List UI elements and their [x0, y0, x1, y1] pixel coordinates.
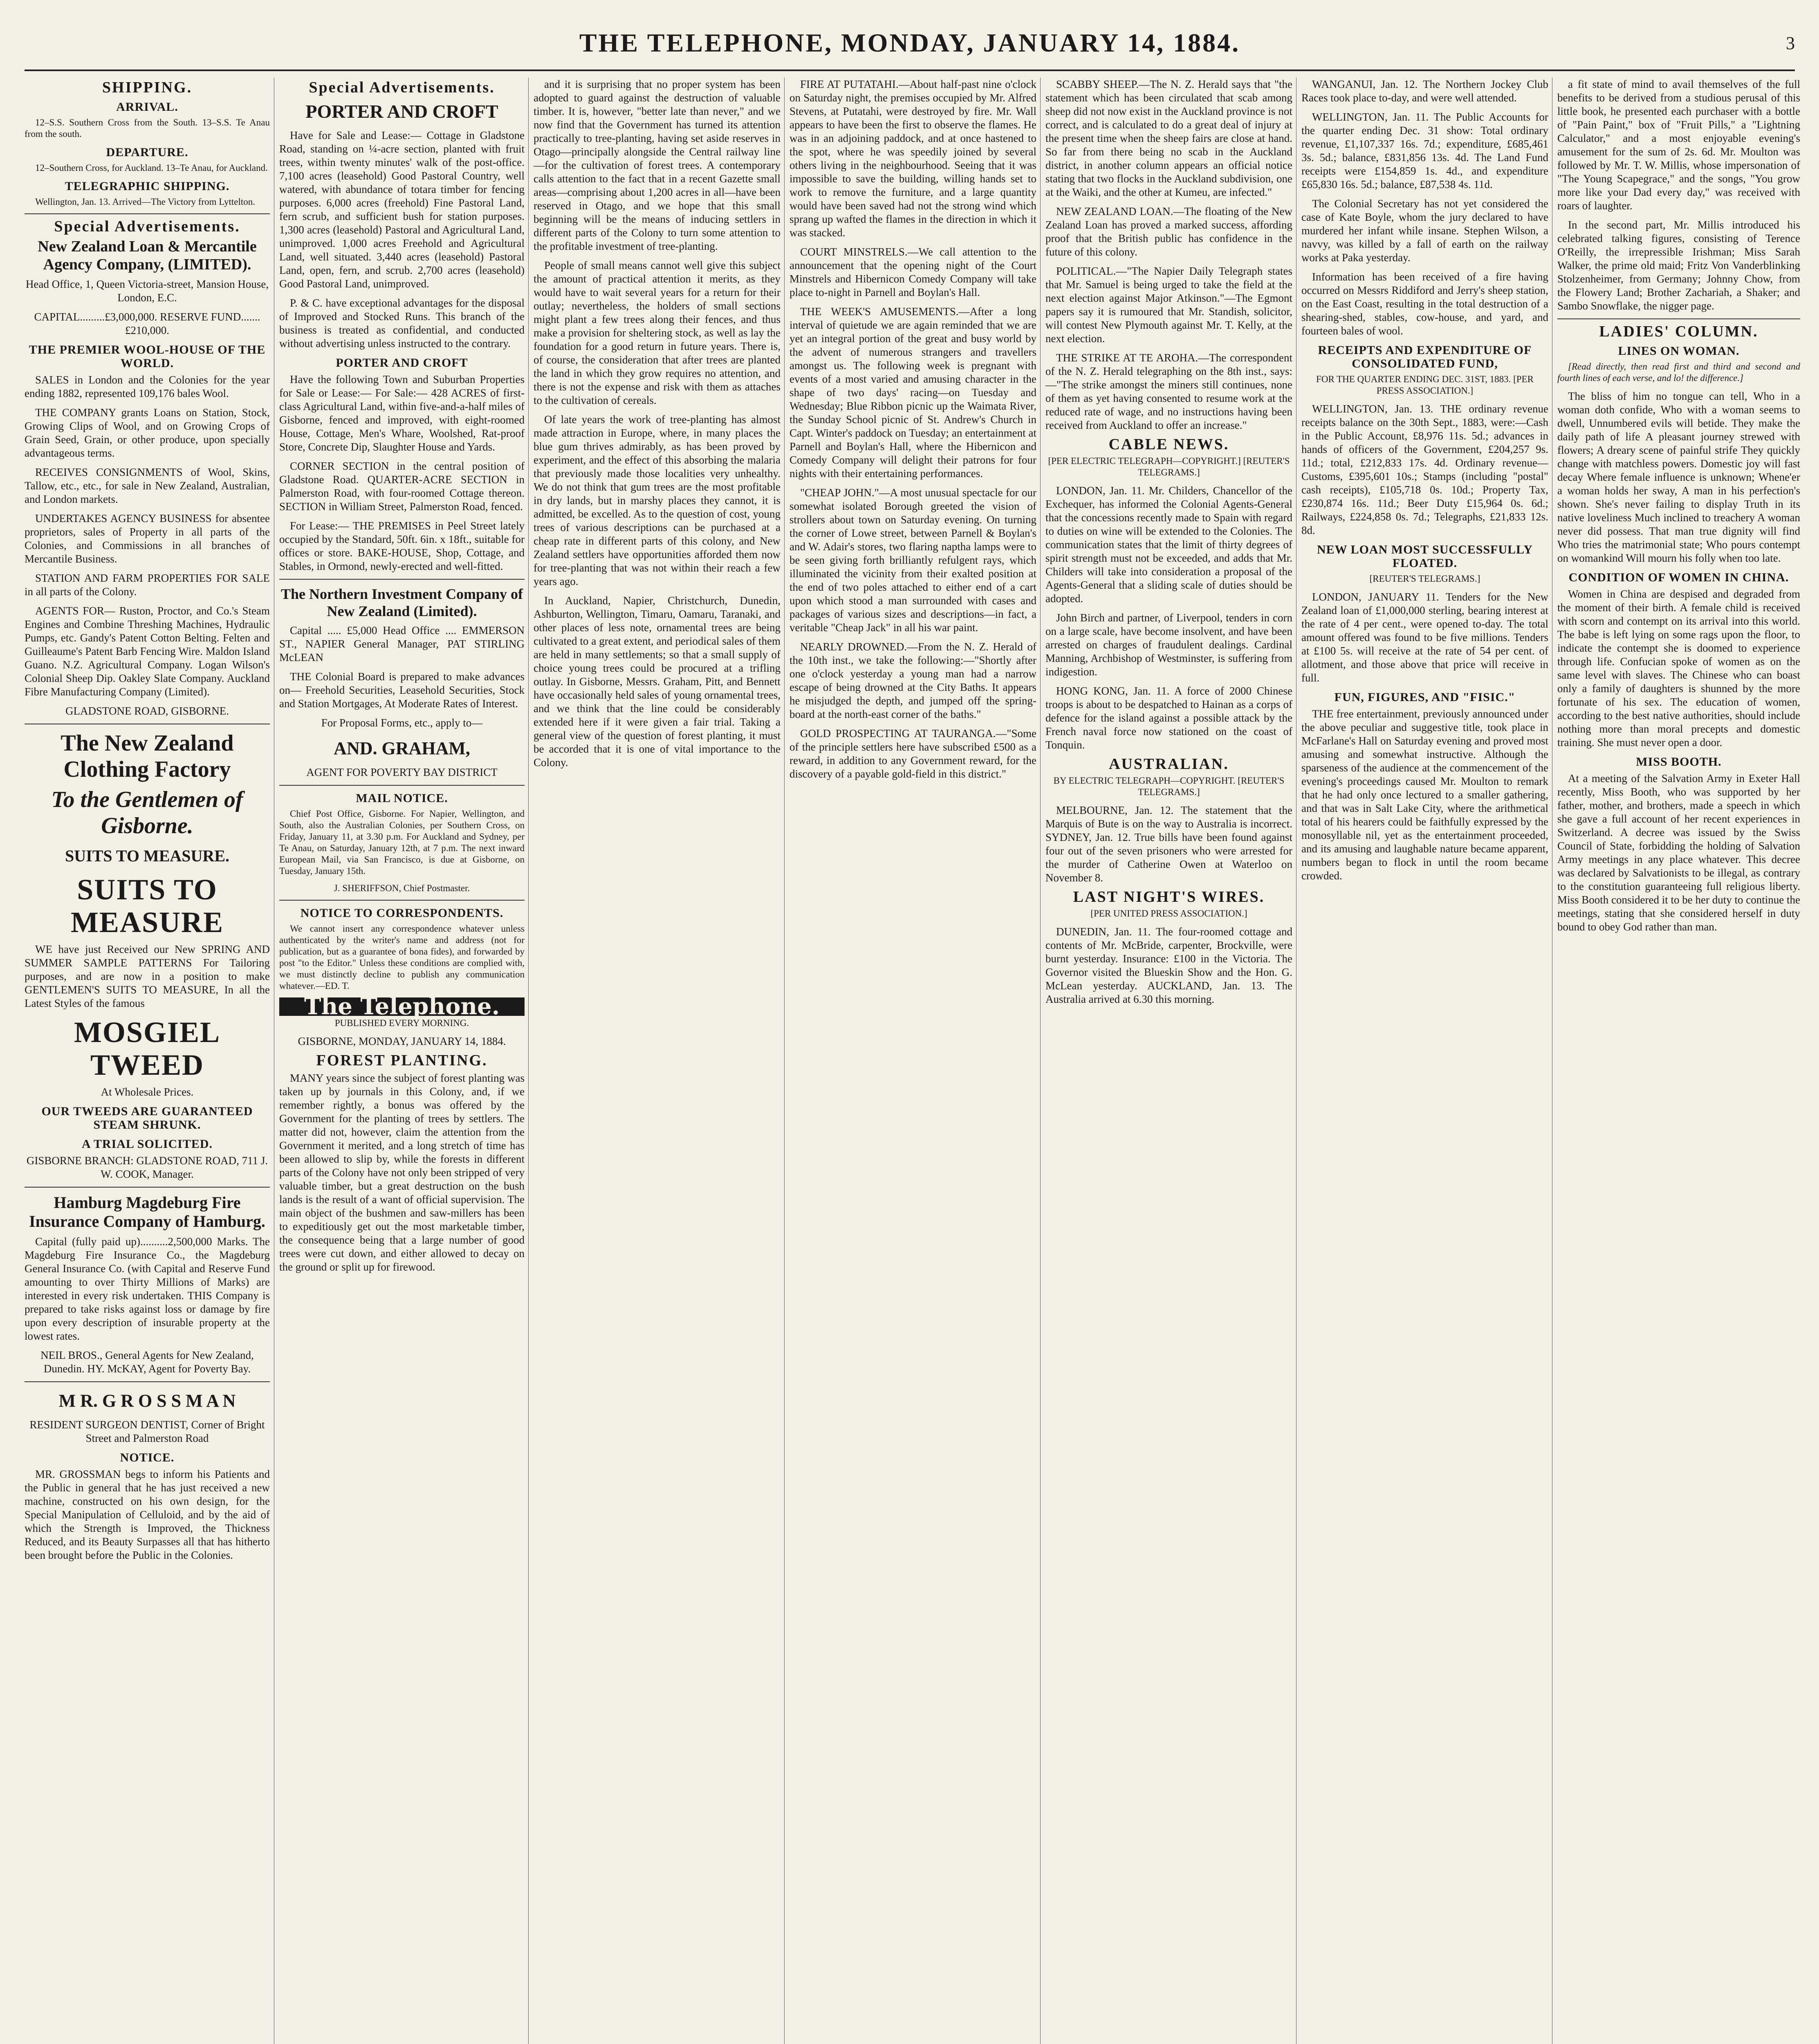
trial-text: A TRIAL SOLICITED.	[81, 1137, 213, 1151]
fruit-text: a fit state of mind to avail themselves of the full benefits to be derived from a studious perusal of this little book, he presented each purchaser with a bottle of "Pain Paint," box of "Fruit Pills," a "Lightning Calculator," and a most enjoyable evening's amusement for the sum of 2s. 6d. Mr. Moulton was followed by Mr. T. W. Millis, whose impersonation of "The Young Scapegrace," and the songs, "You grow more like your Dad every day," was received with roars of laughter.	[1557, 78, 1800, 212]
divider	[25, 1187, 270, 1188]
branch-text: GISBORNE BRANCH: GLADSTONE ROAD, 711 J. W. COOK, Manager.	[26, 1154, 268, 1180]
suits-heading-2: SUITS TO MEASURE	[70, 873, 224, 939]
porter-title: PORTER AND CROFT	[305, 101, 498, 122]
fun-heading: FUN, FIGURES, AND "FISIC."	[1334, 690, 1516, 704]
nz-loan: NEW ZEALAND LOAN.—The floating of the New Zealand Loan has proved a marked success, affording proof that the British public has confidence in the future of this colony.	[1045, 205, 1292, 258]
wellington-accounts: WELLINGTON, Jan. 11. The Public Accounts for the quarter ending Dec. 31 show: Total ordinary revenue, £1,107,337 16s. 7d.; expenditure, £685,461 3s. 5d.; balance, £831,856 13s. 4d. The Land Fund receipts were £154,859 1s. 4d., and expenditure £65,830 16s. 5d.; balance, £87,538 4s. 11d.	[1301, 111, 1548, 191]
australian-sub: BY ELECTRIC TELEGRAPH—COPYRIGHT. [REUTER'S TELEGRAMS.]	[1053, 775, 1285, 797]
arrival-heading: ARRIVAL.	[116, 100, 178, 114]
cable-heading: CABLE NEWS.	[1108, 436, 1229, 453]
column-5	[1040, 78, 1292, 2044]
wires-heading: LAST NIGHT'S WIRES.	[1073, 888, 1265, 905]
wellington-secretary: The Colonial Secretary has not yet considered the case of Kate Boyle, whom the jury declared to have murdered her infant while insane. Stephen Wilson, a navvy, was killed by a fall of earth on the railway works at Paka yesterday.	[1301, 197, 1548, 264]
loan-company-title: New Zealand Loan & Mercantile Agency Company, (LIMITED).	[38, 238, 257, 273]
lease-text: For Lease:— THE PREMISES in Peel Street lately occupied by the Standard, 50ft. 6in. x 18ft., suitable for offices or store. BAKE-HOUSE, Shop, Cottage, and Stables, in Ormond, newly-erected and well-fitted.	[279, 520, 525, 572]
paper-title: The Telephone.	[279, 997, 525, 1016]
fire-agents: NEIL BROS., General Agents for New Zealand, Dunedin. HY. McKAY, Agent for Poverty Bay.	[40, 1349, 254, 1375]
receipts-text: WELLINGTON, Jan. 13. THE ordinary revenue receipts balance on the 30th Sept., 1883, were:—Cash in the Public Account, £8,976 11s. 5d.; advances in hands of officers of the Government, £204,257 9s. 11d.; total, £212,833 17s. 4d. Ordinary revenue—Customs, £395,601 10s.; Stamps (including "postal" cash receipts), £105,718 0s. 10d.; Property Tax, £230,874 16s. 11d.; Beer Duty £15,964 0s. 6d.; Railways, £224,858 0s. 7d.; Telegraphs, £21,833 12s. 8d.	[1301, 403, 1548, 536]
new-loan-text: LONDON, JANUARY 11. Tenders for the New Zealand loan of £1,000,000 sterling, bearing interest at the rate of 4 per cent., were opened to-day. The total amount offered was found to be five millions. Tenders at £100 5s. will receive at the rate of 54 per cent. of allotment, and those above that price will receive in full.	[1301, 591, 1548, 684]
strike: THE STRIKE AT TE AROHA.—The correspondent of the N. Z. Herald telegraphing on the 8th inst., says:—"The strike amongst the miners still continues, none of them as yet having consented to resume work at the reduced rate of wage, and no instructions having been received from Auckland to offer an increase."	[1045, 352, 1292, 431]
grossman-text: MR. GROSSMAN begs to inform his Patients and the Public in general that he has just received a new machine, constructed on his own design, for the Special Manipulation of Celluloid, and by the aid of which the Strength is Improved, the Thickness Reduced, and its Beauty Surpasses all that has hitherto been brought before the Public in the Colonies.	[25, 1468, 270, 1561]
correspondents-heading: NOTICE TO CORRESPONDENTS.	[300, 906, 504, 920]
masthead-rule	[25, 69, 1795, 71]
forest-paragraph-3: People of small means cannot well give this subject the amount of practical attention it merits, as they would have to wait several years for a return for their outlay; nevertheless, the holders of small sections might plant a few trees along their fences, and thus make a provision for sheltering stock, as well as lay the foundation for a good return in future years. There is, of course, the consideration that after trees are planted the land in which they grow requires no attention, and there is not the expense and risk with them as attaches to the cultivation of cereals.	[534, 259, 781, 406]
newspaper-page	[25, 20, 1800, 2044]
fire-insurance-title: Hamburg Magdeburg Fire Insurance Company of Hamburg.	[29, 1193, 265, 1230]
cable-paragraph-1: LONDON, Jan. 11. Mr. Childers, Chancellor of the Exchequer, has informed the Colonial Agents-General that the concessions recently made to Spain with regard to duties on wine will be extended to the Colonies. The communication states that the limit of thirty degrees of spirit strength must not be exceeded, and adds that Mr. Childers will take into consideration a proposal of the Agents-General that a sliding scale of duties should be adopted.	[1045, 484, 1292, 605]
loan-office: Head Office, 1, Queen Victoria-street, Mansion House, London, E.C.	[25, 278, 269, 304]
special-ads-heading-2: Special Advertisements.	[309, 79, 495, 96]
mail-heading: MAIL NOTICE.	[356, 791, 448, 805]
local-cheap-john: "CHEAP JOHN."—A most unusual spectacle for our somewhat isolated Borough greeted the vision of strollers about town on Saturday evening. On turning the corner of Lowe street, between Parnell & Boylan's and W. Adair's stores, two flaring naptha lamps were to be seen giving forth brilliantly refulgent rays, which illuminated the vicinity from their exalted position at the end of two poles attached to either end of a cart upon which stood a man surrounded with cases and packages of various sizes and descriptions—in fact, a veritable "Cheap Jack" in all his war paint.	[790, 486, 1036, 634]
arrival-text: 12–S.S. Southern Cross from the South. 13–S.S. Te Anau from the south.	[25, 117, 270, 139]
wellington-fire: Information has been received of a fire having occurred on Messrs Riddiford and Jerry's sheep station, on the East Coast, resulting in the total destruction of a shearing-shed, stables, cow-house, and yard, and fourteen bales of wool.	[1301, 271, 1548, 337]
consign-text: RECEIVES CONSIGNMENTS of Wool, Skins, Tallow, etc., etc., for sale in New Zealand, Australian, and London markets.	[25, 466, 270, 505]
fun-text: THE free entertainment, previously announced under the above peculiar and suggestive title, took place in McFarlane's Hall on Saturday evening and proved most amusing and somewhat instructive. Although the sparseness of the audience at the commencement of the evening's proceedings caused Mr. Moulton to remark that he had only once lectured to a smaller gathering, and that was in Salt Lake City, where the arithmetical total of his hearers could be faithfully expressed by the monosyllable nil, yet as the entertainment proceeded, and its amusing and laughable nature became apparent, numbers began to flock in until the room became crowded.	[1301, 708, 1548, 882]
australian-heading: AUSTRALIAN.	[1109, 755, 1229, 773]
local-fire: FIRE AT PUTATAHI.—About half-past nine o'clock on Saturday night, the premises occupied by Mr. Alfred Stevens, at Putatahi, were destroyed by fire. Mr. Wall appears to have been the first to observe the flames. He was in an adjoining paddock, and at once hastened to the spot, where he was speedily joined by several others living in the neighbourhood. Seeing that it was impossible to save the building, willing hands set to work to remove the furniture, and a large quantity would have been saved had not the strong wind which sprang up wafted the flames in the direction in which it was stacked.	[790, 78, 1036, 239]
divider	[279, 579, 525, 580]
columns	[25, 78, 1800, 2044]
wires-paragraph: DUNEDIN, Jan. 11. The four-roomed cottage and contents of Mr. McBride, carpenter, Brockville, were burnt yesterday. Insurance: £100 in the Victoria. The Governor visited the Blueskin Show and the Hon. G. McLean yesterday. AUCKLAND, Jan. 13. The Australia arrived at 6.30 this morning.	[1045, 926, 1292, 1005]
northern-title: The Northern Investment Company of New Zealand (Limited).	[281, 586, 523, 619]
grossman-notice: NOTICE.	[120, 1451, 175, 1464]
column-6	[1296, 78, 1548, 2044]
cable-sub: [PER ELECTRIC TELEGRAPH—COPYRIGHT.] [REUTER'S TELEGRAMS.]	[1048, 456, 1290, 477]
clothing-title: The New Zealand Clothing Factory	[61, 731, 234, 782]
wires-sub: [PER UNITED PRESS ASSOCIATION.]	[1090, 908, 1247, 919]
fire-text: Capital (fully paid up)..........2,500,000 Marks. The Magdeburg Fire Insurance Co., the Magdeburg General Insurance Co. (with Capital and Reserve Fund amounting to over Thirty Millions of Marks) are interested in every risk undertaken. THIS Company is prepared to take risks against loss or damage by fire upon every description of insurable property at the lowest rates.	[25, 1235, 270, 1342]
agents-text: THE COMPANY grants Loans on Station, Stock, Growing Clips of Wool, and on Growing Crops of Grain Seed, Grain, or other produce, upon specially advantageous terms.	[25, 406, 270, 459]
forest-paragraph-4: Of late years the work of tree-planting has almost made attraction in Europe, where, in many places the blue gum thrives admirably, as has been proved by experiment, and the effect of this absorbing the malaria that previously made those localities very unhealthy. We do not think that gum trees are the most profitable in dry lands, but in marshy places they cannot, it is admitted, be excelled. As to the question of cost, young trees of various descriptions can be purchased at a cheap rate in different parts of this colony, and New Zealand settlers have opportunities afforded them now for tree-planting that was not within their reach a few years ago.	[534, 413, 781, 587]
shipping-heading: SHIPPING.	[102, 79, 193, 96]
column-2	[274, 78, 525, 2044]
correspondents-text: We cannot insert any correspondence whatever unless authenticated by the writer's name and address (not for publication, but as a guarantee of bona fides), and forwarded by post "to the Editor." Unless these conditions are complied with, we must distinctly decline to publish any communication whatever.—ED. T.	[279, 923, 525, 991]
fruit-text-2: In the second part, Mr. Millis introduced his celebrated talking figures, consisting of Terence O'Reilly, the irrepressible Irishman; Miss Sarah Walker, the prime old maid; Fritz Von Vanderblinking Stolzenheimer, from Germany; Johnny Chow, from the Flowery Land; Brother Zachariah, a Shaker; and Sambo Snowflake, the nigger page.	[1557, 219, 1800, 312]
forest-paragraph-1: MANY years since the subject of forest planting was taken up by journals in this Colony, and, if we remember rightly, a bonus was offered by the Government for the planting of trees by settlers. The matter did not, however, claim the attention from the Government it merited, and a long stretch of time has been allowed to slip by, while the forests in different parts of the Colony have not only been stripped of very valuable timber, but a great destruction on the bush lands is the result of a want of official supervision. The main object of the bushmen and saw-millers has been to expeditiously get out the most marketable timber, the consequence being that a large number of good trees were cut down, and either allowed to decay on the ground or split up for firewood.	[279, 1072, 525, 1273]
scabby-sheep: SCABBY SHEEP.—The N. Z. Herald says that "the statement which has been circulated that scab among sheep did not now exist in the Auckland province is not correct, and is calculated to do a great deal of injury at the present time when the sheep fairs are close at hand. So far from there being no scab in the Auckland district, in another column appears an official notice stating that two flocks in the Auckland subdivision, one at the Waiki, and the other at Kumeu, are infected."	[1045, 78, 1292, 198]
graham-name: AND. GRAHAM,	[334, 738, 470, 758]
china-text: Women in China are despised and degraded from the moment of their birth. A female child is received with scorn and contempt on its arrival into this world. The babe is left lying on some rags upon the floor, to indicate the contempt she is doomed to experience through life. Confucian spoke of women as on the same level with slaves. The Chinese who can boast only a family of daughters is shunned by the more fortunate of his sex. The education of women, according to the best native authorities, should include nothing more than moral precepts and domestic training. She must never open a door.	[1557, 588, 1800, 749]
forest-heading: FOREST PLANTING.	[316, 1052, 488, 1069]
local-gold: GOLD PROSPECTING AT TAURANGA.—"Some of the principle settlers here have subscribed £500 as a reward, in addition to any Government reward, for the discovery of a payable gold-field in this district."	[790, 727, 1036, 780]
telegraphic-heading: TELEGRAPHIC SHIPPING.	[65, 179, 230, 193]
column-7	[1552, 78, 1800, 2044]
column-3	[528, 78, 781, 2044]
local-amusements: THE WEEK'S AMUSEMENTS.—After a long interval of quietude we are again reminded that we are yet an integral portion of the great and busy world by the advent of numerous strangers and travellers amongst us. The following week is pregnant with events of a most varied and amusing character in the shape of two days' racing—on Tuesday and Wednesday; Blue Ribbon picnic up the Waimata River, the Sunday School picnic of St. Andrew's Church in Capt. Winter's paddock on Tuesday; an entertainment at Parnell and Boylan's Hall, where the Hibernicon and Comedy Company will delight their patrons for four nights with their entertaining performances.	[790, 305, 1036, 480]
newspaper-title: THE TELEPHONE, MONDAY, JANUARY 14, 1884.	[579, 28, 1240, 57]
divider	[279, 785, 525, 786]
town-text: Have the following Town and Suburban Properties for Sale or Lease:— For Sale:— 428 ACRES of first-class Agricultural Land, within five-and-a-half miles of Gisborne, fenced and improved, with eight-roomed House, Cottage, Men's Whare, Woolshed, Rat-proof Store, Concrete Dip, Slaughter House and Yards.	[279, 373, 525, 453]
new-loan-sub: [REUTER'S TELEGRAMS.]	[1369, 574, 1480, 584]
corner-text: CORNER SECTION in the central position of Gladstone Road. QUARTER-ACRE SECTION in Palmerston Road, with four-roomed Cottage thereon. SECTION in William Street, Palmerston Road, fenced.	[279, 460, 525, 513]
lines-intro: [Read directly, then read first and third and second and fourth lines of each verse, and lo! the difference.]	[1557, 361, 1800, 383]
divider	[25, 213, 270, 214]
masthead	[25, 20, 1795, 65]
gentlemen-heading: To the Gentlemen of Gisborne.	[51, 787, 243, 838]
cable-paragraph-2: John Birch and partner, of Liverpool, tenders in corn on a large scale, have become insolvent, and have been arrested on charges of fraudulent dealings. Cardinal Manning, Archbishop of Westminster, is suffering from indigestion.	[1045, 612, 1292, 678]
paper-sub: PUBLISHED EVERY MORNING.	[334, 1018, 469, 1028]
china-heading: CONDITION OF WOMEN IN CHINA.	[1568, 571, 1789, 584]
telegraphic-text: Wellington, Jan. 13. Arrived—The Victory from Lyttelton.	[35, 197, 256, 207]
wanganui: WANGANUI, Jan. 12. The Northern Jockey Club Races took place to-day, and were well attended.	[1301, 78, 1548, 104]
suits-heading-1: SUITS TO MEASURE.	[65, 847, 229, 865]
undertakes-text: UNDERTAKES AGENCY BUSINESS for absentee proprietors, sales of Property in all parts of the Colonies, and Commissions in all branches of Mercantile Business.	[25, 512, 270, 565]
divider	[1557, 318, 1800, 319]
northern-text: Capital ..... £5,000 Head Office .... EMMERSON ST., NAPIER General Manager, PAT STIRLING McLEAN	[279, 624, 525, 663]
departure-heading: DEPARTURE.	[106, 146, 188, 159]
divider	[279, 900, 525, 901]
porter-text: Have for Sale and Lease:— Cottage in Gladstone Road, standing on ¼-acre section, planted with fruit trees, within twenty minutes' walk of the post-office. 7,100 acres (leasehold) Good Pastoral Country, well watered, with abundance of totara timber for fencing purposes. 6,000 acres (freehold) Fine Pastoral Land, fern scrub, and sufficient bush for station purposes. 1,300 acres (leasehold) Pastoral and Agricultural Land, unimproved. 1,000 acres Freehold and Agricultural Land, well situated. 3,440 acres (leasehold) Pastoral Land, open, fern, and scrub. 2,700 acres (leasehold) Good Pastoral Land, unimproved.	[279, 129, 525, 290]
special-ads-heading: Special Advertisements.	[54, 218, 240, 235]
agents-for: AGENTS FOR— Ruston, Proctor, and Co.'s Steam Engines and Combine Threshing Machines, Hydraulic Pumps, etc. Gandy's Patent Cotton Belting. Felten and Guilleaume's Patent Barb Fencing Wire. Maldon Island Guano. N.Z. Agricultural Company. Logan Wilson's Colonial Sheep Dip. Oakley Slate Company. Auckland Fibre Manufacturing Company (Limited).	[25, 605, 270, 698]
booth-heading: MISS BOOTH.	[1636, 755, 1722, 769]
divider	[25, 1381, 270, 1382]
graham-sub: AGENT FOR POVERTY BAY DISTRICT	[306, 766, 498, 778]
guaranteed-text: OUR TWEEDS ARE GUARANTEED STEAM SHRUNK.	[41, 1105, 253, 1132]
poem: The bliss of him no tongue can tell, Who in a woman doth confide, Who with a woman seems to dwell, Unnumbered evils will betide. They make the daily path of life A pleasant journey strewed with flowers; A dreary scene of painful strife They quickly change with matchless powers. Domestic joy will fast decay Where female influence is unknown; Whene'er a woman holds her sway, A man in his perfection's shown. She's never failing to display Truth in its native loveliness Much inclined to treachery A woman never did possess. That man true dignity will find Who tries the matrimonial state; Who pours contempt on womankind Will mourn his folly when too late.	[1557, 390, 1800, 564]
porter-sign: PORTER AND CROFT	[336, 356, 468, 370]
page-number: 3	[1786, 33, 1795, 53]
departure-text: 12–Southern Cross, for Auckland. 13–Te Anau, for Auckland.	[35, 163, 268, 173]
colonial-text: THE Colonial Board is prepared to make advances on— Freehold Securities, Leasehold Securities, Stock and Station Mortgages, At Moderate Rates of Interest.	[279, 670, 525, 710]
forest-paragraph-2: and it is surprising that no proper system has been adopted to guard against the destruction of valuable timber. It is, however, "better late than never," and we now find that the Government has turned its attention practically to tree-planting, having set aside reserves in Otago—principally alongside the Central railway line—for the cultivation of forest trees. A contemporary calls attention to the fact that in a recent Gazette small areas—comprising about 1,200 acres in all—have been reserved in Otago, and we hope that this small beginning will be the means of inducing settlers in different parts of the Colony to turn some attention to the profitable investment of tree-planting.	[534, 78, 781, 252]
station-text: STATION AND FARM PROPERTIES FOR SALE in all parts of the Colony.	[25, 572, 270, 598]
political: POLITICAL.—"The Napier Daily Telegraph states that Mr. Samuel is being urged to take the field at the next election against Major Atkinson."—The Egmont papers say it is rumoured that Mr. Standish, solicitor, will contest New Plymouth against Mr. T. Kelly, at the next election.	[1045, 265, 1292, 345]
receipts-sub: FOR THE QUARTER ENDING DEC. 31ST, 1883. [PER PRESS ASSOCIATION.]	[1316, 374, 1534, 396]
mosgiel-tweed: MOSGIEL TWEED	[74, 1016, 221, 1081]
mail-sign: J. SHERIFFSON, Chief Postmaster.	[334, 883, 470, 893]
grossman-sub: RESIDENT SURGEON DENTIST, Corner of Bright Street and Palmerston Road	[29, 1419, 265, 1444]
wholesale-text: At Wholesale Prices.	[101, 1086, 194, 1098]
column-1	[25, 78, 270, 2044]
mail-text: Chief Post Office, Gisborne. For Napier, Wellington, and South, also the Australian Colonies, per Southern Cross, on Friday, January 11, at 3.30 p.m. For Auckland and Sydney, per Te Anau, on Saturday, January 12th, at 7 p.m. The next inward European Mail, via San Francisco, is due at Gisborne, on Tuesday, January 15th.	[279, 809, 525, 876]
porter-text-2: P. & C. have exceptional advantages for the disposal of Improved and Stocked Runs. This branch of the business is treated as confidential, and conducted without advertising unless instructed to the contrary.	[279, 297, 525, 350]
local-minstrels: COURT MINSTRELS.—We call attention to the announcement that the opening night of the Court Minstrels and Hibernicon Comedy Company will take place to-night in Parnell and Boylan's Hall.	[790, 246, 1036, 298]
column-4	[784, 78, 1036, 2044]
forms-text: For Proposal Forms, etc., apply to—	[321, 717, 483, 729]
receipts-heading: RECEIPTS AND EXPENDITURE OF CONSOLIDATED FUND,	[1318, 343, 1532, 370]
new-loan-heading: NEW LOAN MOST SUCCESSFULLY FLOATED.	[1317, 543, 1533, 570]
ladies-heading: LADIES' COLUMN.	[1599, 323, 1758, 340]
booth-text: At a meeting of the Salvation Army in Exeter Hall recently, Miss Booth, who was supported by her father, mother, and brothers, made a speech in which she gave a full account of her recent experiences in Switzerland. A decree was issued by the Swiss Council of State, forbidding the holding of Salvation Army meetings in any place whatever. This decree was declared by Salvationists to be illegal, as contrary to the constitution guaranteeing full religious liberty. Miss Booth considered it to be her duty to continue the meetings, stating that she considered herself in duty bound to obey God rather than man.	[1557, 772, 1800, 933]
grossman-title: M R. G R O S S M A N	[58, 1391, 236, 1411]
australian-paragraph: MELBOURNE, Jan. 12. The statement that the Marquis of Bute is on the way to Australia is incorrect. SYDNEY, Jan. 12. True bills have been found against four out of the seven prisoners who were arrested for the murder of Catherine Owen at Waterloo on November 8.	[1045, 804, 1292, 884]
wool-text: SALES in London and the Colonies for the year ending 1882, represented 109,176 bales Wool.	[25, 374, 270, 399]
forest-paragraph-5: In Auckland, Napier, Christchurch, Dunedin, Ashburton, Wellington, Timaru, Oamaru, Taranaki, and other places of less note, ornamental trees are being cultivated to a great extent, and periodical sales of them are held in many settlements; so that a small supply of choice young trees could be procured at a trifling outlay. In Gisborne, Messrs. Graham, Pitt, and Bennett have occasionally held sales of young ornamental trees, and we think that the line could be considerably extended here if it were given a fair trial. Taking a general view of the question of forest planting, it must be accorded that it is one of vital importance to the Colony.	[534, 594, 781, 769]
local-drowned: NEARLY DROWNED.—From the N. Z. Herald of the 10th inst., we take the following:—"Shortly after one o'clock yesterday a young man had a narrow escape of being drowned at the City Baths. It appears he misjudged the depth, and jumped off the spring-board at the north-east corner of the baths."	[790, 641, 1036, 720]
dateline: GISBORNE, MONDAY, JANUARY 14, 1884.	[298, 1035, 506, 1047]
wool-heading: THE PREMIER WOOL-HOUSE OF THE WORLD.	[29, 343, 266, 370]
loan-capital: CAPITAL.........£3,000,000. RESERVE FUND.......£210,000.	[34, 311, 260, 336]
hongkong: HONG KONG, Jan. 11. A force of 2000 Chinese troops is about to be despatched to Hainan as a corps of defence for the island against a possible attack by the French naval force now stationed on the coast of Tonquin.	[1045, 685, 1292, 751]
suits-text: WE have just Received our New SPRING AND SUMMER SAMPLE PATTERNS For Tailoring purposes, and are now in a position to make GENTLEMEN'S SUITS TO MEASURE, In all the Latest Styles of the famous	[25, 943, 270, 1009]
lines-heading: LINES ON WOMAN.	[1618, 344, 1740, 358]
loan-footer: GLADSTONE ROAD, GISBORNE.	[65, 705, 229, 717]
